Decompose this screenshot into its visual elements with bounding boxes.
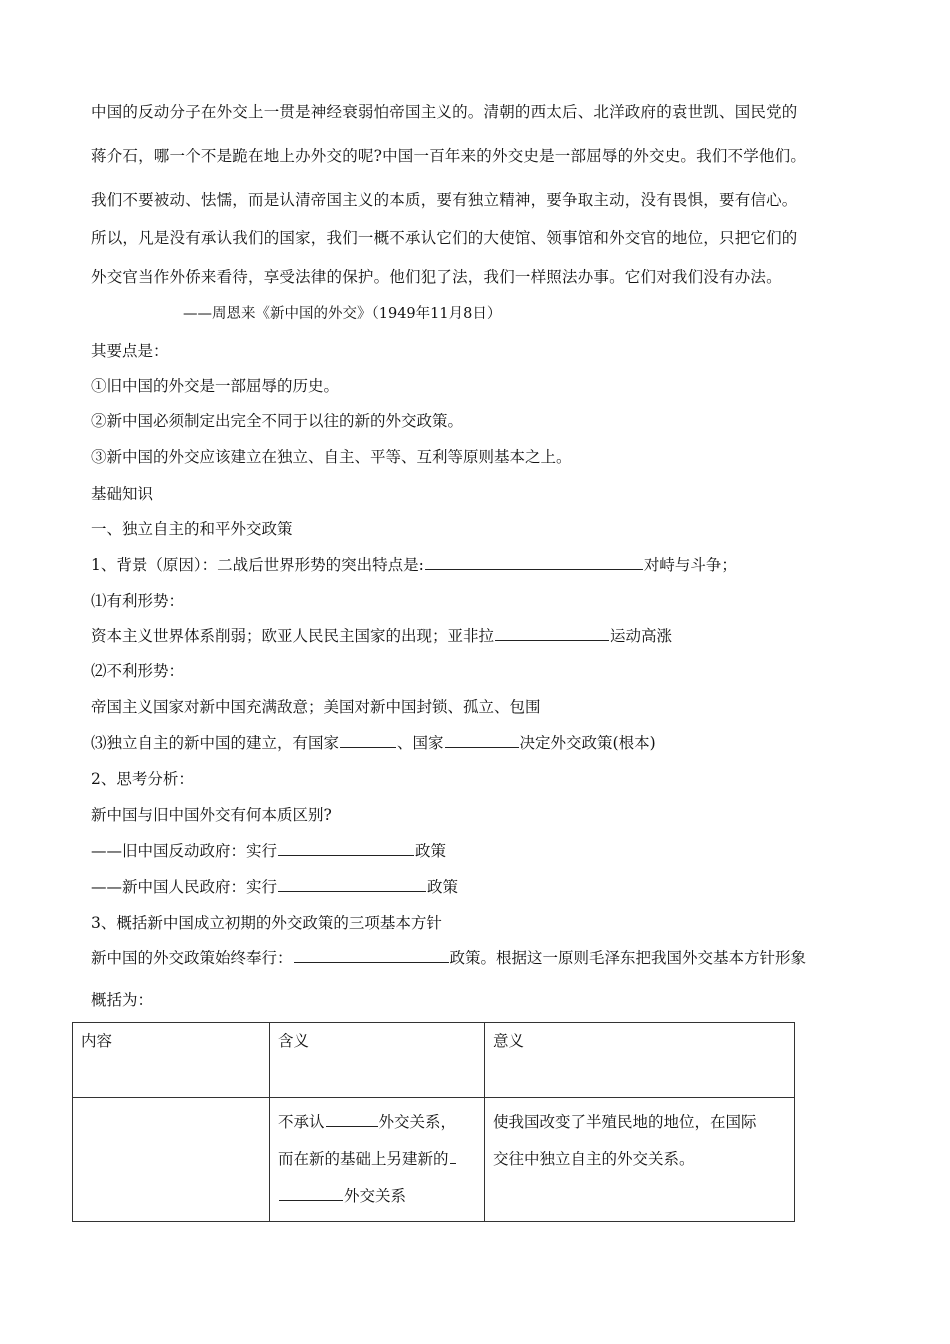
text: 运动高涨 xyxy=(610,627,673,645)
table-header-cell: 意义 xyxy=(485,1023,795,1098)
section-title: 一、独立自主的和平外交政策 xyxy=(91,520,293,538)
question-2: 2、思考分析： xyxy=(91,770,194,788)
text: 资本主义世界体系削弱；欧亚人民民主国家的出现；亚非拉 xyxy=(91,627,495,645)
unfavorable-text: 帝国主义国家对新中国充满敌意；美国对新中国封锁、孤立、包围 xyxy=(91,698,541,716)
text: 使我国改变了半殖民地的地位，在国际 xyxy=(493,1113,757,1131)
quote-line: 所以，凡是没有承认我们的国家，我们一概不承认它们的大使馆、领事馆和外交官的地位，只把它们的 xyxy=(91,229,798,247)
table-cell-significance xyxy=(485,1098,795,1222)
key-point-item: ③新中国的外交应该建立在独立、自主、平等、互利等原则基本之上。 xyxy=(91,448,572,466)
text: 新中国的外交政策始终奉行： xyxy=(91,949,293,967)
quote-line: 我们不要被动、怯懦，而是认清帝国主义的本质，要有独立精神，要争取主动，没有畏惧，要有信心。 xyxy=(91,191,798,209)
quote-attribution: ——周恩来《新中国的外交》（1949年11月8日） xyxy=(183,306,502,322)
old-government-line xyxy=(91,841,446,861)
table-header-row xyxy=(73,1023,795,1098)
key-points-heading: 其要点是： xyxy=(91,342,169,360)
key-point-item: ①旧中国的外交是一部屈辱的历史。 xyxy=(91,377,340,395)
question-text: 对峙与斗争； xyxy=(643,556,737,574)
table-header-cell: 含义 xyxy=(270,1023,485,1098)
text: 、国家 xyxy=(397,734,444,752)
fill-blank[interactable] xyxy=(425,555,643,570)
quote-line: 蒋介石，哪一个不是跪在地上办外交的呢?中国一百年来的外交史是一部屈辱的外交史。我们不学他们。 xyxy=(91,147,807,165)
favorable-text xyxy=(91,626,672,646)
table-cell-content xyxy=(73,1098,270,1222)
new-government-line xyxy=(91,877,458,897)
section-heading-basics: 基础知识 xyxy=(91,485,154,503)
table-row xyxy=(73,1098,795,1222)
question-3: 3、概括新中国成立初期的外交政策的三项基本方针 xyxy=(91,914,442,932)
text: 交往中独立自主的外交关系。 xyxy=(493,1150,695,1168)
policy-table xyxy=(72,1022,795,1222)
text: 政策 xyxy=(415,842,447,860)
text: 而在新的基础上另建新的 xyxy=(278,1150,449,1168)
fill-blank[interactable] xyxy=(278,841,414,856)
text: ——旧中国反动政府：实行 xyxy=(91,842,278,860)
fill-blank[interactable] xyxy=(445,733,519,748)
policy-summary-label: 概括为： xyxy=(91,991,154,1009)
favorable-heading: ⑴有利形势： xyxy=(91,592,185,610)
text: ⑶独立自主的新中国的建立，有国家 xyxy=(91,734,340,752)
fill-blank[interactable] xyxy=(340,733,396,748)
fill-blank[interactable] xyxy=(495,626,609,641)
text: 政策。根据这一原则毛泽东把我国外交基本方针形象 xyxy=(449,949,807,967)
text: ——新中国人民政府：实行 xyxy=(91,878,278,896)
fill-blank[interactable] xyxy=(326,1112,378,1127)
table-header-cell: 内容 xyxy=(73,1023,270,1098)
question-2-prompt: 新中国与旧中国外交有何本质区别? xyxy=(91,806,332,824)
fill-blank[interactable] xyxy=(294,948,449,963)
key-point-item: ②新中国必须制定出完全不同于以往的新的外交政策。 xyxy=(91,412,464,430)
question-1 xyxy=(91,555,737,575)
text: 决定外交政策(根本) xyxy=(519,734,656,752)
policy-line xyxy=(91,948,806,968)
independence-text xyxy=(91,733,656,753)
fill-blank[interactable] xyxy=(279,1186,343,1201)
question-text: 1、背景（原因）：二战后世界形势的突出特点是: xyxy=(91,556,424,574)
fill-blank[interactable] xyxy=(278,877,426,892)
text: 外交关系， xyxy=(378,1113,457,1131)
text: 政策 xyxy=(427,878,459,896)
text: 不承认 xyxy=(278,1113,325,1131)
unfavorable-heading: ⑵不利形势： xyxy=(91,662,185,680)
fill-blank[interactable] xyxy=(450,1149,456,1164)
quote-line: 中国的反动分子在外交上一贯是神经衰弱怕帝国主义的。清朝的西太后、北洋政府的袁世凯、国民党的 xyxy=(91,103,798,121)
table-cell-meaning xyxy=(270,1098,485,1222)
text: 外交关系 xyxy=(344,1187,407,1205)
quote-line: 外交官当作外侨来看待，享受法律的保护。他们犯了法，我们一样照法办事。它们对我们没有办法。 xyxy=(91,268,782,286)
